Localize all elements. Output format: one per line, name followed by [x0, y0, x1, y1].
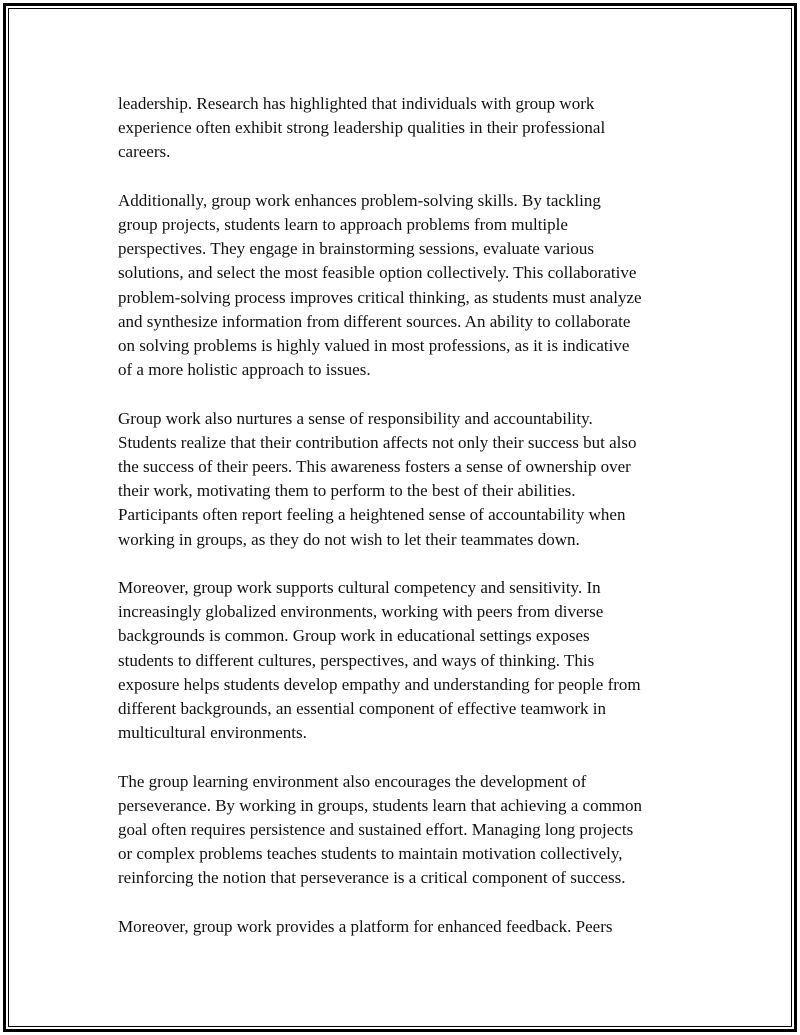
- paragraph-feedback: Moreover, group work provides a platform for enhanced feedback. Peers: [118, 916, 613, 936]
- paragraph-cultural-competency: Moreover, group work supports cultural competency and sensitivity. In increasingly globalized environments, working with peers from diverse backgrounds is common. Group work in educational settings exposes students to different cultures, perspectives, and ways of thinking. This exposure helps students develop empathy and understanding for people from different backgrounds, an essential component of effective teamwork in multicultural environments.: [118, 578, 641, 743]
- paragraph-responsibility: Group work also nurtures a sense of responsibility and accountability. Students realize that their contribution affects not only their success but also the success of their peers. This awareness fosters a sense of ownership over their work, motivating them to perform to the best of their abilities. Participants often report feeling a heightened sense of accountability when working in groups, as they do not wish to let their teammates down.: [118, 408, 637, 549]
- paragraph-perseverance: The group learning environment also encourages the development of perseverance. By working in groups, students learn that achieving a common goal often requires persistence and sustained effort. Managing long projects or complex problems teaches students to maintain motivation collectively, reinforcing the notion that perseverance is a critical component of success.: [118, 771, 643, 888]
- paragraph-problem-solving: Additionally, group work enhances problem-solving skills. By tackling group projects, students learn to approach problems from multiple perspectives. They engage in brainstorming sessions, evaluate various solutions, and select the most feasible option collectively. This collaborative problem-solving process improves critical thinking, as students must analyze and synthesize information from different sources. An ability to collaborate on solving problems is highly valued in most professions, as it is indicative of a more holistic approach to issues.: [118, 190, 642, 380]
- paragraph-leadership: leadership. Research has highlighted that individuals with group work experience often exhibit strong leadership qualities in their professional careers.: [118, 94, 606, 162]
- document-body: [118, 92, 698, 963]
